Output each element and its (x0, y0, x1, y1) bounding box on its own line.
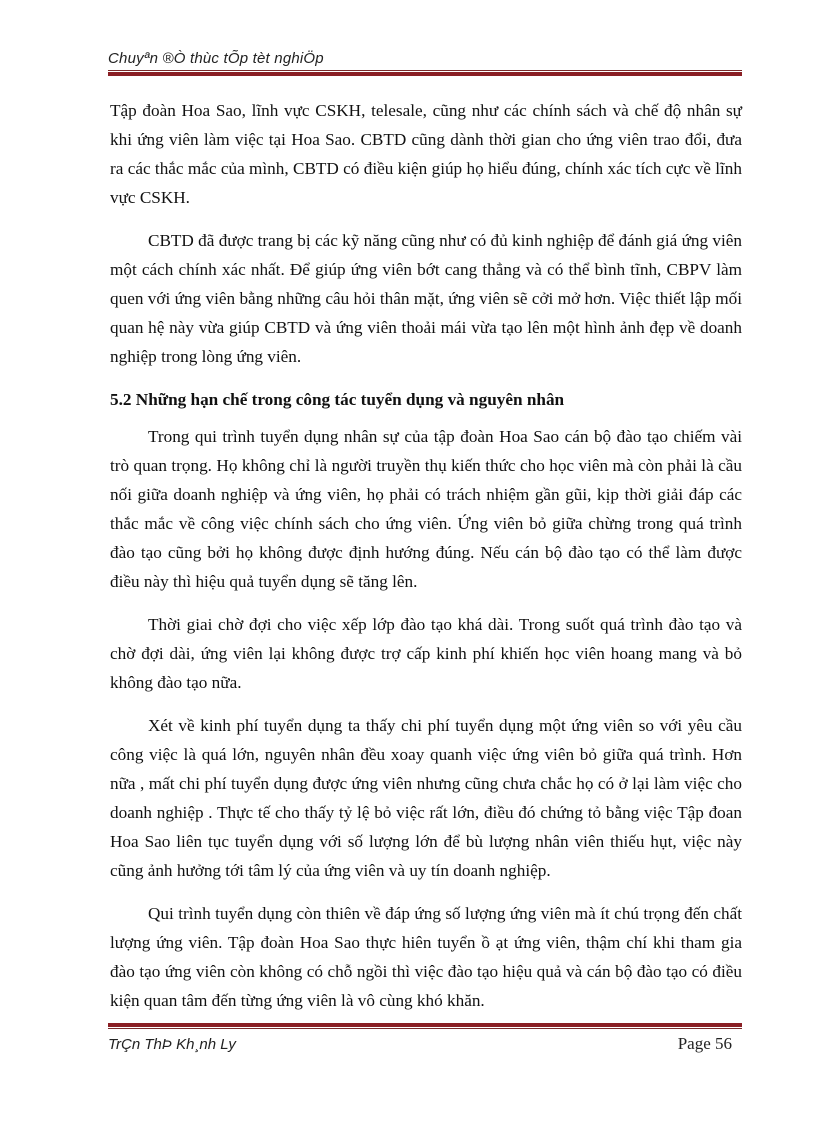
page-body (110, 96, 742, 1029)
footer-author: TrÇn ThÞ Kh¸nh Ly (108, 1036, 236, 1053)
paragraph: CBTD đã được trang bị các kỹ năng cũng như có đủ kinh nghiệp để đánh giá ứng viên một cách chính xác nhất. Để giúp ứng viên bớt cang thẳng và có thể bình tĩnh, CBPV làm quen với ứng viên bằng những câu hỏi thân mặt, ứng viên sẽ cởi mở hơn. Việc thiết lập mối quan hệ này vừa giúp CBTD và ứng viên thoải mái vừa tạo lên một hình ảnh đẹp về doanh nghiệp trong lòng ứng viên. (110, 231, 742, 366)
paragraph: Qui trình tuyển dụng còn thiên về đáp ứng số lượng ứng viên mà ít chú trọng đến chất lượng ứng viên. Tập đoàn Hoa Sao thực hiên tuyển ồ ạt ứng viên, thậm chí khi tham gia đào tạo ứng viên còn không có chỗ ngồi thì việc đào tạo hiệu quả và cán bộ đào tạo có điều kiện quan tâm đến từng ứng viên là vô cùng khó khăn. (110, 904, 742, 1010)
paragraph: Trong qui trình tuyển dụng nhân sự của tập đoàn Hoa Sao cán bộ đào tạo chiếm vài trò quan trọng. Họ không chỉ là người truyền thụ kiến thức cho học viên mà còn phải là cầu nối giữa doanh nghiệp và ứng viên, họ phải có trách nhiệm gần gũi, kịp thời giải đáp các thắc mắc về công việc chính sách cho ứng viên. Ứng viên bỏ giữa chừng trong quá trình đào tạo cũng bởi họ không được định hướng đúng. Nếu cán bộ đào tạo có thể làm được điều này thì hiệu quả tuyển dụng sẽ tăng lên. (110, 427, 742, 591)
running-header: Chuyªn ®Ò thùc tÕp tèt nghiÖp (108, 50, 324, 67)
page-number: Page 56 (677, 1034, 732, 1053)
header-rule (108, 70, 742, 76)
paragraph: Xét về kinh phí tuyển dụng ta thấy chi phí tuyển dụng một ứng viên so với yêu cầu công việc là quá lớn, nguyên nhân đều xoay quanh việc ứng viên bỏ giữa quá trình. Hơn nữa , mất chi phí tuyển dụng được ứng viên nhưng cũng chưa chắc họ có ở lại làm việc cho doanh nghiệp . Thực tế cho thấy tỷ lệ bỏ việc rất lớn, điều đó chứng tỏ bằng việc Tập đoan Hoa Sao liên tục tuyển dụng với số lượng lớn để bù lượng nhân viên thiếu hụt, việc này cũng ảnh hưởng tới tâm lý của ứng viên và uy tín doanh nghiệp. (110, 716, 742, 880)
paragraph-continued: Tập đoàn Hoa Sao, lĩnh vực CSKH, telesale, cũng như các chính sách và chế độ nhân sự khi ứng viên làm việc tại Hoa Sao. CBTD cũng dành thời gian cho ứng viên trao đổi, đưa ra các thắc mắc của mình, CBTD có điều kiện giúp họ hiểu đúng, chính xác tích cực về lĩnh vực CSKH. (110, 101, 742, 207)
footer-rule (108, 1023, 742, 1029)
paragraph: Thời giai chờ đợi cho việc xếp lớp đào tạo khá dài. Trong suốt quá trình đào tạo và chờ đợi dài, ứng viên lại không được trợ cấp kinh phí khiến học viên hoang mang và bỏ không đào tạo nữa. (110, 615, 742, 692)
section-heading: 5.2 Những hạn chế trong công tác tuyển dụng và nguyên nhân (110, 390, 565, 409)
